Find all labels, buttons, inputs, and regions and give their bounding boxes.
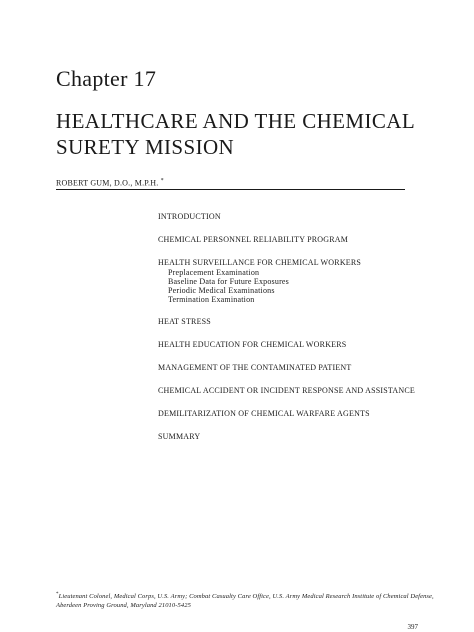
- outline-section-title: DEMILITARIZATION OF CHEMICAL WARFARE AGENTS: [158, 409, 370, 418]
- outline-section: [158, 234, 448, 245]
- chapter-title: [56, 108, 456, 160]
- outline-section-title: INTRODUCTION: [158, 212, 221, 221]
- outline-section-title: HEAT STRESS: [158, 317, 211, 326]
- footnote-line-1: [56, 590, 456, 601]
- outline-section: [158, 316, 448, 327]
- outline-section: [158, 385, 448, 396]
- author-footnote-marker: *: [160, 178, 164, 184]
- footnote-text-1: Lieutenant Colonel, Medical Corps, U.S. Army; Combat Casualty Care Office, U.S. Army Medical Research Institute of Chemical Defense,: [58, 593, 434, 601]
- outline-subsection-title: Periodic Medical Examinations: [168, 286, 275, 295]
- outline-section-title: CHEMICAL ACCIDENT OR INCIDENT RESPONSE AND ASSISTANCE: [158, 386, 415, 395]
- outline-subsection-title: Termination Examination: [168, 295, 255, 304]
- outline-subsection-title: Preplacement Examination: [168, 268, 260, 277]
- outline-section: [158, 257, 448, 304]
- chapter-title-line-1: HEALTHCARE AND THE CHEMICAL: [56, 109, 416, 133]
- outline-section: [158, 408, 448, 419]
- author-footnote: [56, 590, 456, 610]
- chapter-outline: [158, 211, 448, 454]
- footnote-marker: *: [56, 592, 59, 597]
- outline-section-title: CHEMICAL PERSONNEL RELIABILITY PROGRAM: [158, 235, 349, 244]
- footnote-line-2: Aberdeen Proving Ground, Maryland 21010-5425: [56, 602, 191, 610]
- outline-section: [158, 362, 448, 373]
- outline-section-title: MANAGEMENT OF THE CONTAMINATED PATIENT: [158, 363, 352, 372]
- outline-section: [158, 211, 448, 222]
- chapter-label: Chapter 17: [56, 66, 157, 91]
- outline-section: [158, 339, 448, 350]
- outline-section: [158, 431, 448, 442]
- chapter-title-line-2: SURETY MISSION: [56, 135, 235, 159]
- title-divider-rule: [56, 189, 405, 190]
- outline-section-title: HEALTH SURVEILLANCE FOR CHEMICAL WORKERS: [158, 258, 362, 267]
- outline-subsection-title: Baseline Data for Future Exposures: [168, 277, 289, 286]
- author-line: [56, 178, 164, 188]
- outline-section-title: HEALTH EDUCATION FOR CHEMICAL WORKERS: [158, 340, 347, 349]
- author-name: ROBERT GUM, D.O., M.P.H.: [56, 178, 159, 188]
- page-number: 397: [407, 623, 418, 631]
- outline-section-title: SUMMARY: [158, 432, 201, 441]
